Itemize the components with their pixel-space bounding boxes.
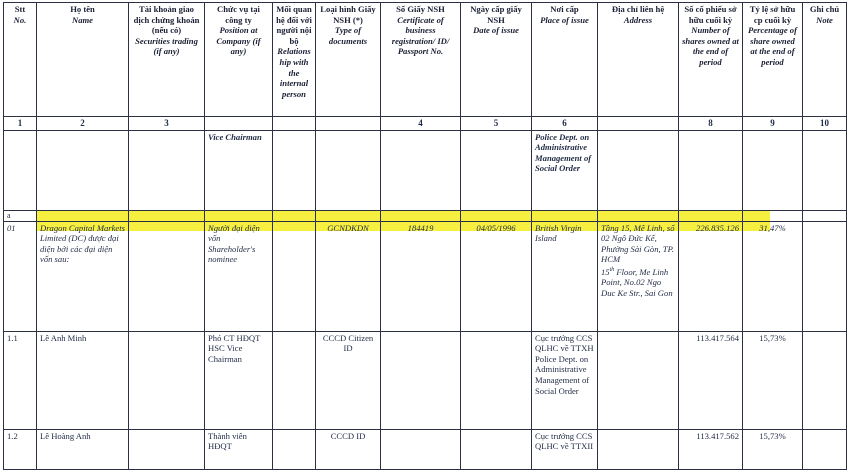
row-number: 1.2 xyxy=(4,429,37,469)
section-label: a xyxy=(4,210,37,221)
col-number: 2 xyxy=(37,117,129,131)
percentage-cell: 15,73% xyxy=(743,429,803,469)
col-number xyxy=(205,117,273,131)
shares-cell: 113.417.564 xyxy=(679,331,743,429)
header-cell: Số cổ phiếu sở hữu cuối kỳ Number of shares owned at the end of period xyxy=(679,3,743,117)
position-cell: Người đại diện vốn Shareholder's nominee xyxy=(205,221,273,331)
col-number xyxy=(598,117,679,131)
name-cell: Lê Hoàng Anh xyxy=(37,429,129,469)
header-cell: Stt No. xyxy=(4,3,37,117)
col-number: 8 xyxy=(679,117,743,131)
col-number: 10 xyxy=(803,117,847,131)
col-number xyxy=(316,117,381,131)
percentage-cell: 15,73% xyxy=(743,331,803,429)
address-cell xyxy=(598,221,679,331)
name-cell: Dragon Capital Markets Limited (DC) được đại diện bởi các đại diện vốn sau: xyxy=(37,221,129,331)
shares-cell: 226.835.126 xyxy=(679,221,743,331)
percentage-cell: 31,47% xyxy=(743,221,803,331)
position-cell: Thành viên HĐQT xyxy=(205,429,273,469)
header-cell: Địa chỉ liên hệ Address xyxy=(598,3,679,117)
position-cell: Vice Chairman xyxy=(205,130,273,210)
header-cell: Ghi chú Note xyxy=(803,3,847,117)
table-row xyxy=(4,221,847,331)
header-cell: Nơi cấp Place of issue xyxy=(532,3,598,117)
header-cell: Ngày cấp giấy NSH Date of issue xyxy=(461,3,532,117)
address-vi: Tầng 15, Mê Linh, số 02 Ngô Đức Kế, Phường Sài Gòn, TP. HCM xyxy=(601,222,675,265)
col-number: 4 xyxy=(381,117,461,131)
date-cell: 04/05/1996 xyxy=(461,221,532,331)
shares-cell: 113.417.562 xyxy=(679,429,743,469)
table-row xyxy=(4,331,847,429)
place-cell: Cục trưởng CCS QLHC về TTXH Police Dept. on Administrative Management of Social Order xyxy=(532,331,598,429)
header-cell: Tài khoản giao dịch chứng khoán (nếu có) Securities trading (if any) xyxy=(129,3,205,117)
address-en: 15th Floor, Me Linh Point, No.02 Ngo Duc Ke Str., Sai Gon xyxy=(601,266,673,299)
section-row xyxy=(4,210,847,221)
col-number: 1 xyxy=(4,117,37,131)
header-cell: Mối quan hệ đối với người nội bộ Relationship with the internal person xyxy=(273,3,316,117)
col-number xyxy=(273,117,316,131)
place-cell: British Virgin Island xyxy=(532,221,598,331)
row-number: 1.1 xyxy=(4,331,37,429)
header-cell: Họ tên Name xyxy=(37,3,129,117)
doc-type-cell: GCNDKDN xyxy=(316,221,381,331)
header-cell: Tỷ lệ sở hữu cp cuối kỳ Percentage of share owned at the end of period xyxy=(743,3,803,117)
col-number: 6 xyxy=(532,117,598,131)
place-cell: Police Dept. on Administrative Management of Social Order xyxy=(532,130,598,210)
table-row xyxy=(4,130,847,210)
position-cell: Phó CT HĐQT HSC Vice Chairman xyxy=(205,331,273,429)
doc-type-cell: CCCD Citizen ID xyxy=(316,331,381,429)
header-cell: Số Giấy NSH Certificate of business registration/ ID/ Passport No. xyxy=(381,3,461,117)
doc-number-cell: 184419 xyxy=(381,221,461,331)
col-number: 3 xyxy=(129,117,205,131)
header-cell: Loại hình Giấy NSH (*) Type of documents xyxy=(316,3,381,117)
header-cell: Chức vụ tại công ty Position at Company (if any) xyxy=(205,3,273,117)
doc-type-cell: CCCD ID xyxy=(316,429,381,469)
name-cell: Lê Anh Minh xyxy=(37,331,129,429)
shareholder-table xyxy=(3,2,847,470)
place-cell: Cục trưởng CCS QLHC về TTXII xyxy=(532,429,598,469)
col-number: 5 xyxy=(461,117,532,131)
table-row xyxy=(4,429,847,469)
header-row xyxy=(4,3,847,117)
row-number: 01 xyxy=(4,221,37,331)
col-number: 9 xyxy=(743,117,803,131)
column-number-row xyxy=(4,117,847,131)
